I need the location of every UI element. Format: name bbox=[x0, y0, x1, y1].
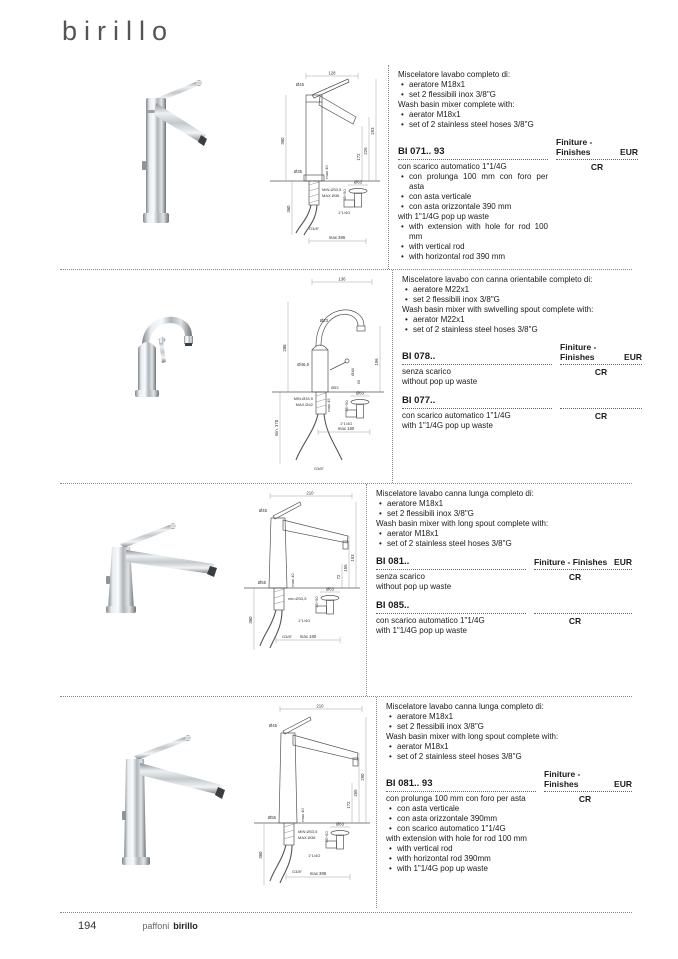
product-code: BI 078.. bbox=[402, 351, 552, 365]
svg-text:226: 226 bbox=[363, 147, 368, 155]
svg-text:Ø23: Ø23 bbox=[319, 318, 328, 323]
svg-text:G3/8": G3/8" bbox=[282, 634, 293, 639]
product-section-1 bbox=[60, 65, 638, 270]
variant-line: • with 1"1/4G pop up waste bbox=[386, 864, 536, 874]
bullet-en: • aerator M18x1 bbox=[398, 110, 638, 120]
svg-text:Ø63: Ø63 bbox=[335, 821, 345, 827]
product-row bbox=[402, 342, 642, 387]
faucet-photo-tall-long-spout bbox=[82, 711, 232, 871]
variant-line: • con prolunga 100 mm con foro per asta bbox=[398, 172, 548, 192]
product-info-3 bbox=[366, 484, 632, 696]
variant-line: • con asta verticale bbox=[398, 192, 548, 202]
finish-value: CR bbox=[594, 411, 608, 421]
finishes-rule bbox=[534, 601, 632, 614]
svg-text:172: 172 bbox=[356, 153, 361, 161]
svg-text:Ø48: Ø48 bbox=[350, 368, 355, 376]
svg-text:max 45: max 45 bbox=[326, 398, 331, 412]
bullet-it: • aeratore M18x1 bbox=[398, 80, 638, 90]
svg-text:Ø55: Ø55 bbox=[257, 580, 266, 585]
bullet-en: • aerator M22x1 bbox=[402, 315, 642, 325]
svg-text:max 40: max 40 bbox=[324, 165, 329, 179]
svg-text:Ø46,5: Ø46,5 bbox=[297, 362, 309, 367]
variant-line: with extension with hole for rod 100 mm bbox=[386, 834, 527, 843]
svg-text:1"1/4G: 1"1/4G bbox=[340, 421, 353, 426]
variant-lines bbox=[402, 367, 552, 387]
finish-value: CR bbox=[594, 367, 608, 377]
variant-line: with 1"1/4G pop up waste bbox=[398, 212, 489, 221]
product-photo-1 bbox=[60, 65, 262, 269]
eur-header: EUR bbox=[614, 557, 632, 567]
bullet-en: • aerator M18x1 bbox=[376, 529, 632, 539]
product-code: BI 081.. bbox=[376, 556, 526, 570]
svg-text:Ø63: Ø63 bbox=[325, 586, 335, 592]
footer-series: birillo bbox=[173, 921, 198, 931]
product-row bbox=[376, 556, 632, 592]
svg-text:Ø53: Ø53 bbox=[331, 385, 339, 390]
svg-text:min. 370: min. 370 bbox=[274, 419, 279, 437]
page-title: birillo bbox=[62, 16, 175, 46]
technical-drawing-2 bbox=[266, 270, 392, 483]
svg-text:max 180: max 180 bbox=[337, 426, 355, 431]
finish-value: CR bbox=[568, 616, 582, 626]
finishes-header-row bbox=[560, 342, 642, 365]
svg-text:Ø45: Ø45 bbox=[295, 82, 304, 87]
svg-text:MIN.Ø33,5: MIN.Ø33,5 bbox=[298, 829, 318, 834]
svg-text:Ø55: Ø55 bbox=[267, 815, 276, 820]
bullet-it: • aeratore M18x1 bbox=[376, 499, 632, 509]
description-en: Wash basin mixer complete with: bbox=[398, 100, 515, 109]
variant-lines bbox=[386, 794, 536, 874]
svg-text:255: 255 bbox=[353, 789, 358, 797]
product-photo-2 bbox=[60, 270, 266, 483]
product-section-3 bbox=[60, 484, 632, 697]
variant-line: • con scarico automatico 1"1/4G bbox=[386, 824, 536, 834]
technical-drawing-1 bbox=[262, 65, 388, 269]
footer-brand: paffoni bbox=[142, 921, 170, 931]
svg-text:360: 360 bbox=[280, 137, 285, 145]
description-block bbox=[376, 489, 632, 549]
product-section-4 bbox=[60, 697, 632, 908]
svg-text:1"1/4G: 1"1/4G bbox=[308, 853, 321, 858]
technical-drawing-4 bbox=[250, 697, 376, 908]
variant-lines bbox=[402, 411, 552, 431]
finishes-rule bbox=[560, 396, 642, 409]
svg-text:55: 55 bbox=[356, 379, 361, 385]
svg-text:1"1/4G: 1"1/4G bbox=[298, 618, 311, 623]
catalog-content bbox=[60, 65, 642, 908]
description-it: Miscelatore lavabo con canna orientabile completo di: bbox=[402, 275, 593, 284]
svg-text:max 40: max 40 bbox=[290, 573, 295, 587]
svg-text:35÷50: 35÷50 bbox=[324, 831, 329, 843]
svg-text:MIN.Ø33,5: MIN.Ø33,5 bbox=[322, 187, 342, 192]
svg-text:360: 360 bbox=[248, 616, 253, 624]
product-section-2 bbox=[60, 270, 642, 484]
variant-line: con scarico automatico 1"1/4G bbox=[402, 411, 511, 420]
svg-text:293: 293 bbox=[370, 127, 375, 135]
variant-line: without pop up waste bbox=[402, 377, 478, 386]
variant-line: con scarico automatico 1"1/4G bbox=[398, 162, 507, 171]
finishes-header: Finiture - Finishes bbox=[534, 557, 608, 567]
finishes-header: Finiture - Finishes bbox=[560, 342, 597, 362]
finishes-header-row bbox=[544, 769, 632, 792]
svg-text:196: 196 bbox=[374, 358, 379, 366]
product-photo-4 bbox=[60, 697, 250, 908]
bullet-it: • set 2 flessibili inox 3/8"G bbox=[398, 90, 638, 100]
variant-line: • with extension with hole for rod 100 mm bbox=[398, 222, 548, 242]
product-row bbox=[402, 395, 642, 431]
variant-line: without pop up waste bbox=[376, 582, 452, 591]
finish-value: CR bbox=[590, 162, 604, 172]
svg-text:Ø63: Ø63 bbox=[355, 390, 365, 396]
variant-line: • with vertical rod bbox=[398, 242, 548, 252]
svg-text:G3/8": G3/8" bbox=[309, 226, 320, 231]
svg-text:290: 290 bbox=[360, 773, 365, 781]
svg-text:max 40: max 40 bbox=[300, 808, 305, 822]
product-info-4 bbox=[376, 697, 632, 908]
technical-drawing-3 bbox=[240, 484, 366, 696]
finish-value: CR bbox=[568, 572, 582, 582]
product-info-1 bbox=[388, 65, 638, 269]
svg-text:155: 155 bbox=[343, 564, 348, 572]
product-code: BI 085.. bbox=[376, 600, 526, 614]
product-row bbox=[386, 769, 632, 874]
bullet-en: • set of 2 stainless steel hoses 3/8"G bbox=[376, 539, 632, 549]
variant-lines bbox=[398, 162, 548, 262]
variant-line: • with horizontal rod 390 mm bbox=[398, 252, 548, 262]
svg-text:Ø35: Ø35 bbox=[293, 169, 302, 174]
product-info-2 bbox=[392, 270, 642, 483]
svg-text:Ø45: Ø45 bbox=[258, 508, 267, 513]
description-block bbox=[398, 70, 638, 130]
finishes-header-row bbox=[534, 557, 632, 570]
svg-text:Ø45: Ø45 bbox=[268, 723, 277, 728]
variant-line: senza scarico bbox=[402, 367, 451, 376]
variant-line: • with vertical rod bbox=[386, 844, 536, 854]
eur-header: EUR bbox=[620, 147, 638, 157]
svg-text:MIN.Ø33,5: MIN.Ø33,5 bbox=[293, 396, 313, 401]
drawing-tall-mixer bbox=[262, 69, 388, 265]
svg-text:193: 193 bbox=[350, 554, 355, 562]
description-block bbox=[402, 275, 642, 335]
svg-text:360: 360 bbox=[286, 205, 291, 213]
variant-line: • con asta orizzontale 390 mm bbox=[398, 202, 548, 212]
svg-text:max 385: max 385 bbox=[309, 871, 327, 876]
finishes-header: Finiture - Finishes bbox=[556, 137, 593, 157]
finishes-header-row bbox=[556, 137, 638, 160]
product-row bbox=[376, 600, 632, 636]
svg-text:MAX.Ø42: MAX.Ø42 bbox=[295, 402, 313, 407]
description-en: Wash basin mixer with swivelling spout complete with: bbox=[402, 305, 594, 314]
description-it: Miscelatore lavabo canna lunga completo di: bbox=[386, 702, 544, 711]
drawing-tall-long-spout bbox=[250, 701, 376, 906]
svg-text:288: 288 bbox=[282, 344, 287, 352]
eur-header: EUR bbox=[614, 779, 632, 789]
bullet-it: • set 2 flessibili inox 3/8"G bbox=[376, 509, 632, 519]
svg-text:210: 210 bbox=[316, 703, 324, 709]
variant-lines bbox=[376, 616, 526, 636]
variant-line: senza scarico bbox=[376, 572, 425, 581]
svg-text:Ø63: Ø63 bbox=[353, 179, 363, 185]
product-code: BI 077.. bbox=[402, 395, 552, 409]
drawing-swan-neck bbox=[266, 274, 392, 480]
description-en: Wash basin mixer with long spout complete with: bbox=[376, 519, 549, 528]
svg-text:min.Ø33,5: min.Ø33,5 bbox=[288, 596, 307, 601]
bullet-en: • set of 2 stainless steel hoses 3/8"G bbox=[386, 752, 632, 762]
svg-text:MAX.Ø36: MAX.Ø36 bbox=[322, 193, 340, 198]
bullet-en: • set of 2 stainless steel hoses 3/8"G bbox=[398, 120, 638, 130]
svg-text:35÷50: 35÷50 bbox=[314, 596, 319, 608]
page-footer bbox=[60, 912, 632, 932]
description-en: Wash basin mixer with long spout complete with: bbox=[386, 732, 559, 741]
variant-line: con prolunga 100 mm con foro per asta bbox=[386, 794, 526, 803]
faucet-photo-long-spout bbox=[72, 502, 232, 617]
variant-line: with 1"1/4G pop up waste bbox=[376, 626, 467, 635]
bullet-en: • set of 2 stainless steel hoses 3/8"G bbox=[402, 325, 642, 335]
bullet-it: • set 2 flessibili inox 3/8"G bbox=[386, 722, 632, 732]
bullet-it: • aeratore M18x1 bbox=[386, 712, 632, 722]
eur-header: EUR bbox=[624, 352, 642, 362]
faucet-photo-swan-neck bbox=[98, 284, 198, 404]
variant-line: • con asta orizzontale 390mm bbox=[386, 814, 536, 824]
finish-value: CR bbox=[578, 794, 592, 804]
finishes-header: Finiture - Finishes bbox=[544, 769, 581, 789]
svg-text:136: 136 bbox=[338, 276, 346, 282]
page-number: 194 bbox=[78, 920, 97, 932]
variant-line: • with horizontal rod 390mm bbox=[386, 854, 536, 864]
variant-line: with 1"1/4G pop up waste bbox=[402, 421, 493, 430]
svg-text:G3/8": G3/8" bbox=[313, 466, 325, 471]
variant-line: con scarico automatico 1"1/4G bbox=[376, 616, 485, 625]
svg-text:35÷50: 35÷50 bbox=[342, 189, 347, 201]
description-it: Miscelatore lavabo completo di: bbox=[398, 70, 511, 79]
product-photo-3 bbox=[60, 484, 240, 696]
product-code: BI 081.. 93 bbox=[386, 778, 536, 792]
svg-text:172: 172 bbox=[346, 801, 351, 809]
bullet-it: • aeratore M22x1 bbox=[402, 285, 642, 295]
svg-text:72: 72 bbox=[336, 574, 341, 580]
faucet-photo-tall-mixer bbox=[94, 73, 214, 238]
svg-text:1"1/4G: 1"1/4G bbox=[338, 210, 351, 215]
svg-text:max 385: max 385 bbox=[328, 235, 346, 240]
variant-line: • con asta verticale bbox=[386, 804, 536, 814]
product-code: BI 071.. 93 bbox=[398, 146, 548, 160]
product-row bbox=[398, 137, 638, 262]
bullet-it: • set 2 flessibili inox 3/8"G bbox=[402, 295, 642, 305]
svg-text:MAX.Ø36: MAX.Ø36 bbox=[298, 835, 316, 840]
svg-text:360: 360 bbox=[258, 851, 263, 859]
description-it: Miscelatore lavabo canna lunga completo di: bbox=[376, 489, 534, 498]
svg-text:35÷50: 35÷50 bbox=[344, 400, 349, 412]
variant-lines bbox=[376, 572, 526, 592]
svg-text:210: 210 bbox=[306, 490, 314, 496]
svg-text:max 180: max 180 bbox=[299, 634, 317, 639]
bullet-en: • aerator M18x1 bbox=[386, 742, 632, 752]
description-block bbox=[386, 702, 632, 762]
svg-text:G3/8": G3/8" bbox=[292, 869, 303, 874]
svg-text:128: 128 bbox=[328, 70, 336, 76]
drawing-long-spout bbox=[240, 488, 366, 688]
